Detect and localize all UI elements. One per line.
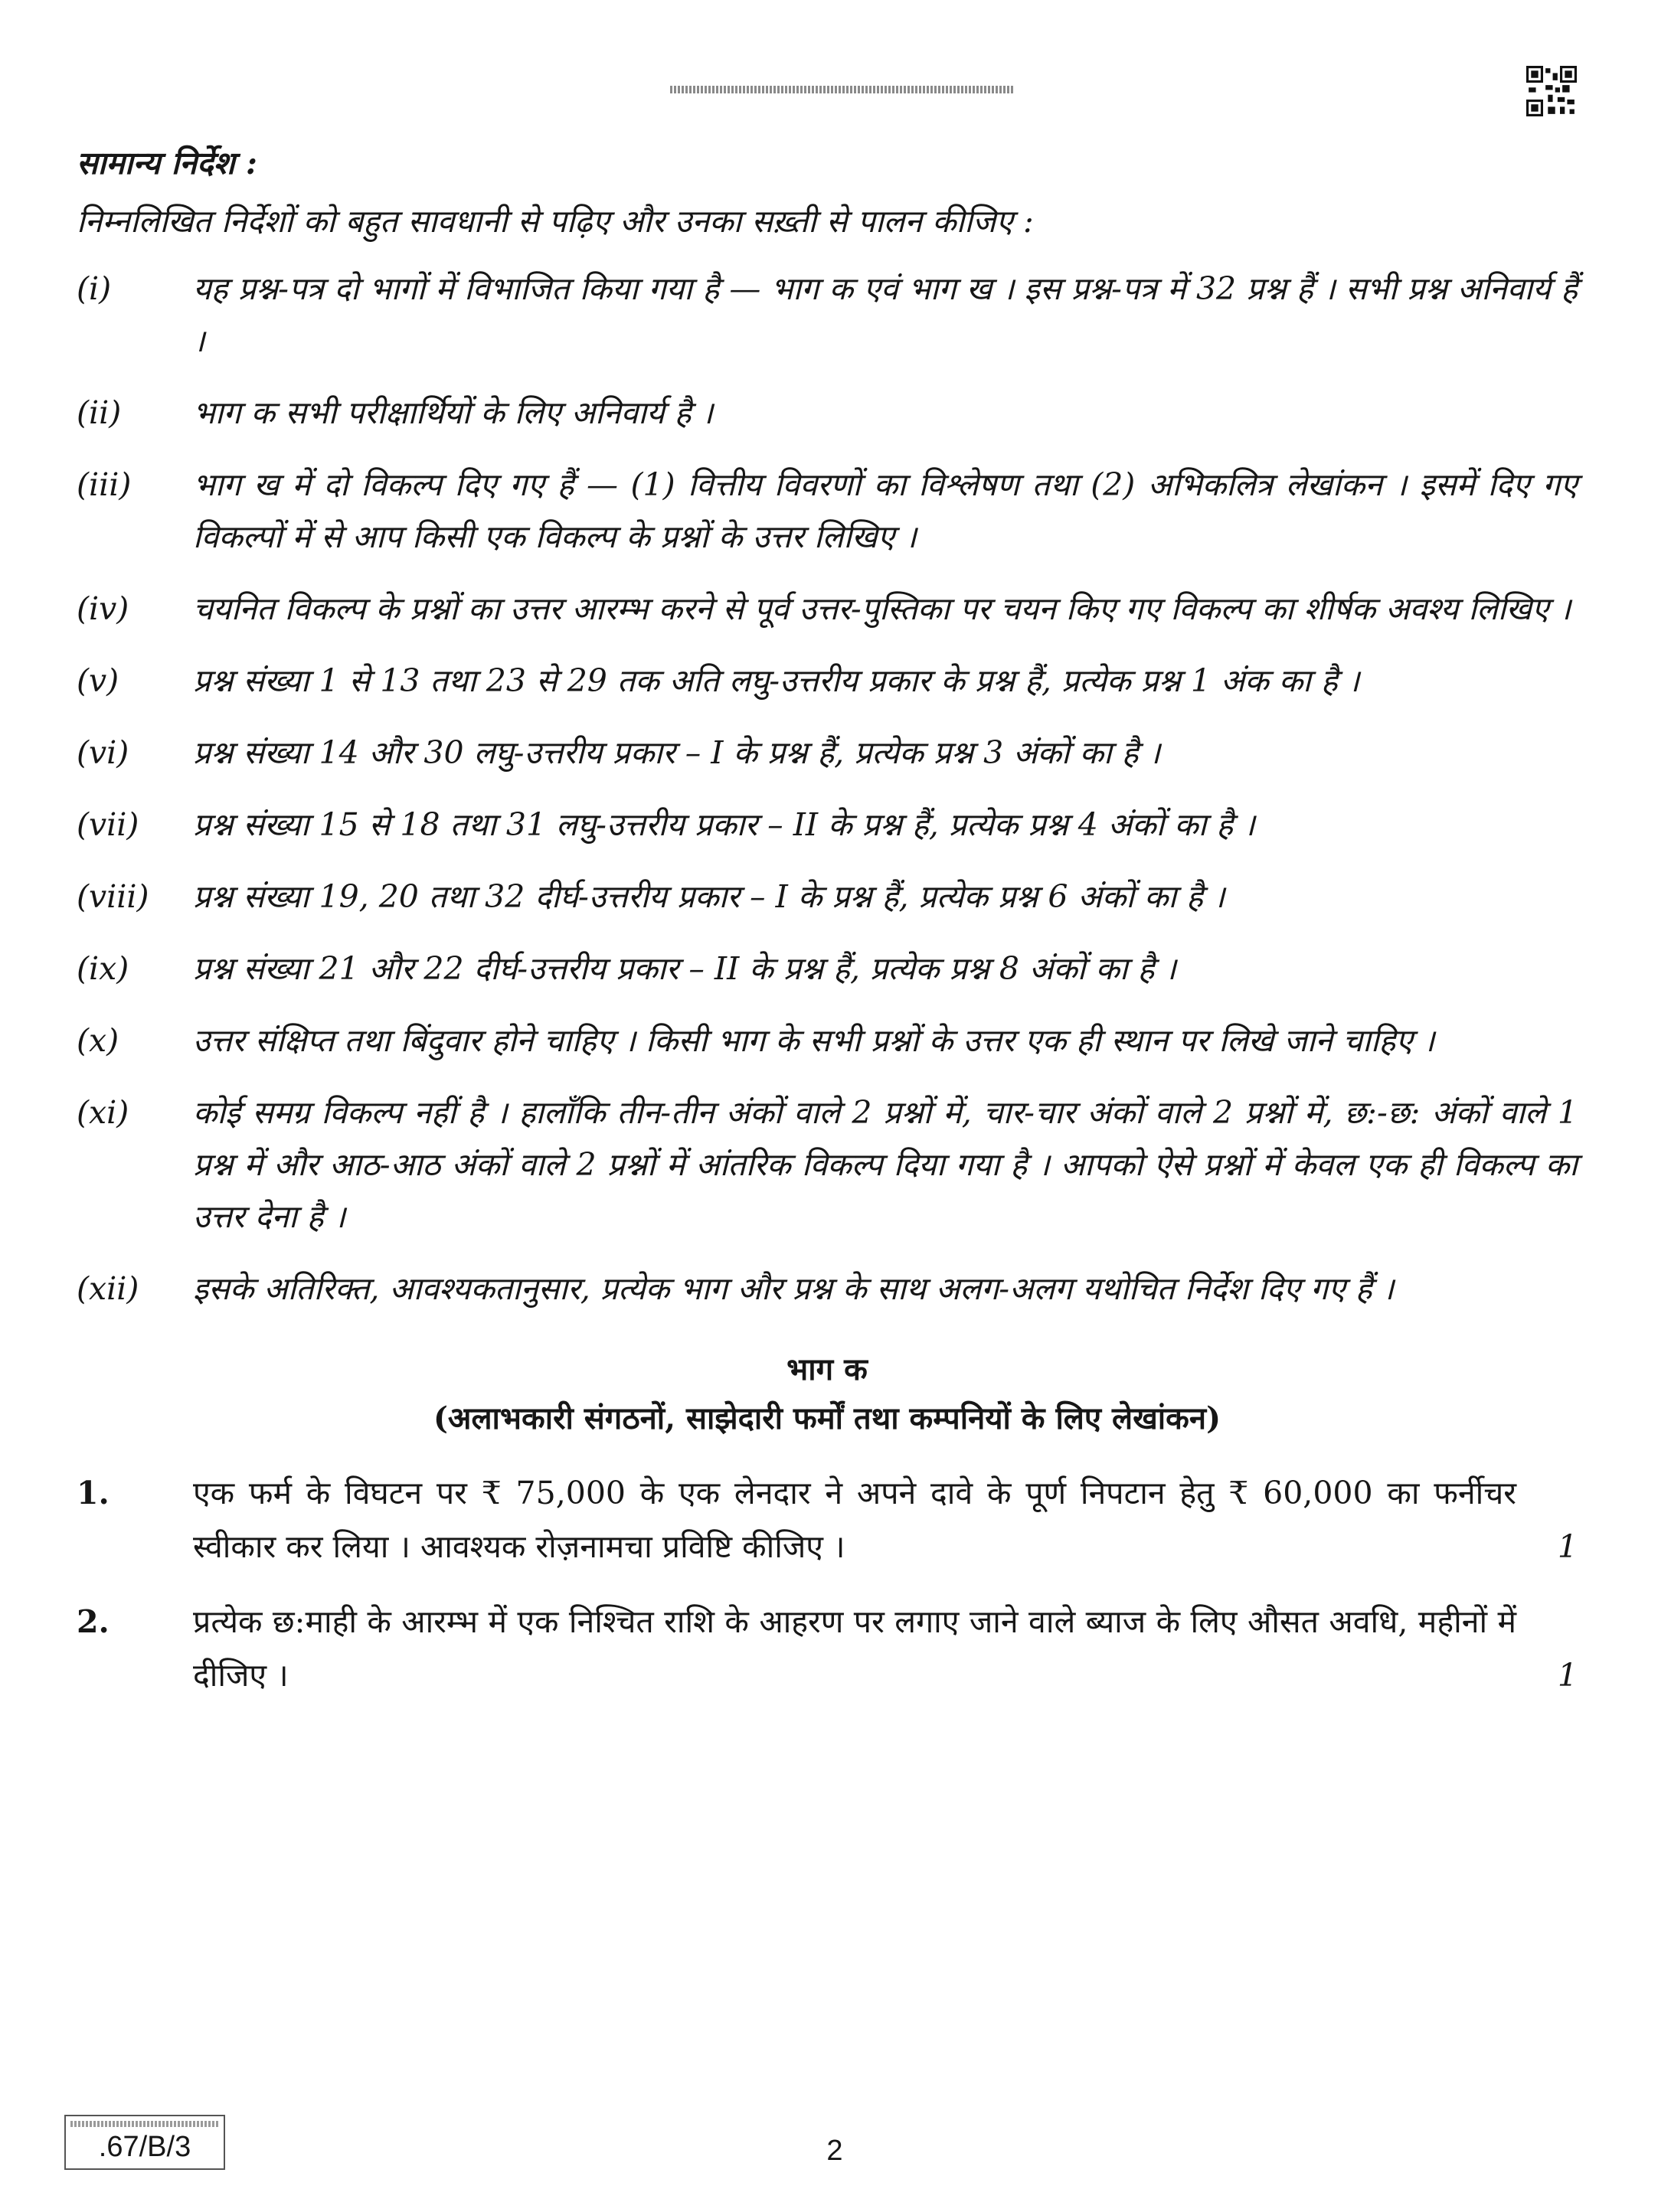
- instruction-number: (i): [77, 270, 112, 307]
- instruction-text: इसके अतिरिक्त, आवश्यकतानुसार, प्रत्येक भाग और प्रश्न के साथ अलग-अलग यथोचित निर्देश दिए गए हैं ।: [193, 1270, 1395, 1307]
- instruction-text: चयनित विकल्प के प्रश्नों का उत्तर आरम्भ करने से पूर्व उत्तर-पुस्तिका पर चयन किए गए विकल्प का शीर्षक अवश्य लिखिए ।: [193, 590, 1571, 627]
- qr-code-icon: [1526, 66, 1577, 116]
- instruction-item: [77, 727, 1578, 779]
- instruction-text: प्रश्न संख्या 1 से 13 तथा 23 से 29 तक अति लघु-उत्तरीय प्रकार के प्रश्न हैं, प्रत्येक प्रश्न 1 अंक का है ।: [193, 662, 1360, 699]
- question-text: एक फर्म के विघटन पर ₹ 75,000 के एक लेनदार ने अपने दावे के पूर्ण निपटान हेतु ₹ 60,000 का फर्नीचर स्वीकार कर लिया । आवश्यक रोज़नामचा प्रविष्टि कीजिए ।: [193, 1475, 1516, 1565]
- instruction-number: (iv): [77, 590, 129, 627]
- instruction-item: [77, 871, 1578, 923]
- instruction-number: (v): [77, 662, 119, 699]
- question-marks: 1: [1557, 1657, 1578, 1694]
- instruction-text: प्रश्न संख्या 15 से 18 तथा 31 लघु-उत्तरीय प्रकार – II के प्रश्न हैं, प्रत्येक प्रश्न 4 अंकों का है ।: [193, 806, 1255, 843]
- instruction-item: [77, 1086, 1578, 1243]
- question-item: [77, 1595, 1578, 1702]
- header-barcode-strip: [670, 86, 1015, 93]
- instruction-item: [77, 583, 1578, 635]
- question-marks: 1: [1557, 1528, 1578, 1565]
- instruction-number: (xi): [77, 1094, 129, 1131]
- instruction-item: [77, 459, 1578, 563]
- section-subtitle: (अलाभकारी संगठनों, साझेदारी फर्मों तथा कम्पनियों के लिए लेखांकन): [433, 1400, 1221, 1436]
- instruction-item: [77, 1263, 1578, 1315]
- page-number: 2: [826, 2135, 843, 2167]
- instruction-item: [77, 655, 1578, 707]
- general-instructions-heading: सामान्य निर्देश :: [77, 145, 258, 181]
- question-number: 1.: [77, 1475, 110, 1511]
- paper-code-box: [64, 2115, 225, 2170]
- question-item: [77, 1466, 1578, 1573]
- instruction-text: कोई समग्र विकल्प नहीं है । हालाँकि तीन-तीन अंकों वाले 2 प्रश्नों में, चार-चार अंकों वाले 2 प्रश्नों में, छ:-छ: अंकों वाले 1 प्रश्न में और आठ-आठ अंकों वाले 2 प्रश्नों में आंतरिक विकल्प दिया गया है । आपको ऐसे प्रश्नों में केवल एक ही विकल्प का उत्तर देना है ।: [193, 1094, 1578, 1235]
- instruction-number: (xii): [77, 1270, 139, 1307]
- instruction-number: (iii): [77, 466, 132, 503]
- instruction-number: (ix): [77, 950, 129, 987]
- instruction-number: (vi): [77, 734, 129, 771]
- instruction-number: (ii): [77, 394, 122, 431]
- page-content: [77, 142, 1578, 1702]
- section-title: भाग क: [786, 1351, 868, 1387]
- question-text: प्रत्येक छ:माही के आरम्भ में एक निश्चित राशि के आहरण पर लगाए जाने वाले ब्याज के लिए औसत अवधि, महीनों में दीजिए ।: [193, 1603, 1516, 1694]
- general-instructions-intro: निम्नलिखित निर्देशों को बहुत सावधानी से पढ़िए और उनका सख़्ती से पालन कीजिए :: [77, 203, 1034, 240]
- instruction-text: प्रश्न संख्या 14 और 30 लघु-उत्तरीय प्रकार – I के प्रश्न हैं, प्रत्येक प्रश्न 3 अंकों का है ।: [193, 734, 1161, 771]
- instruction-text: उत्तर संक्षिप्त तथा बिंदुवार होने चाहिए । किसी भाग के सभी प्रश्नों के उत्तर एक ही स्थान पर लिखे जाने चाहिए ।: [193, 1022, 1435, 1059]
- instruction-number: (vii): [77, 806, 139, 843]
- instruction-text: यह प्रश्न-पत्र दो भागों में विभाजित किया गया है — भाग क एवं भाग ख । इस प्रश्न-पत्र में 32 प्रश्न हैं । सभी प्रश्न अनिवार्य हैं ।: [193, 270, 1578, 359]
- section-heading: [77, 1345, 1578, 1443]
- instruction-text: भाग क सभी परीक्षार्थियों के लिए अनिवार्य है ।: [193, 394, 714, 431]
- instruction-item: [77, 263, 1578, 367]
- instruction-number: (viii): [77, 878, 149, 915]
- instruction-item: [77, 1015, 1578, 1067]
- instruction-number: (x): [77, 1022, 119, 1059]
- instruction-text: प्रश्न संख्या 21 और 22 दीर्घ-उत्तरीय प्रकार – II के प्रश्न हैं, प्रत्येक प्रश्न 8 अंकों का है ।: [193, 950, 1176, 987]
- instruction-text: प्रश्न संख्या 19, 20 तथा 32 दीर्घ-उत्तरीय प्रकार – I के प्रश्न हैं, प्रत्येक प्रश्न 6 अंकों का है ।: [193, 878, 1225, 915]
- instruction-text: भाग ख में दो विकल्प दिए गए हैं — (1) वित्तीय विवरणों का विश्लेषण तथा (2) अभिकलित्र लेखांकन । इसमें दिए गए विकल्पों में से आप किसी एक विकल्प के प्रश्नों के उत्तर लिखिए ।: [193, 466, 1578, 555]
- instruction-item: [77, 799, 1578, 851]
- paper-code: .67/B/3: [98, 2131, 191, 2163]
- question-number: 2.: [77, 1603, 110, 1640]
- instruction-item: [77, 943, 1578, 995]
- instruction-item: [77, 387, 1578, 439]
